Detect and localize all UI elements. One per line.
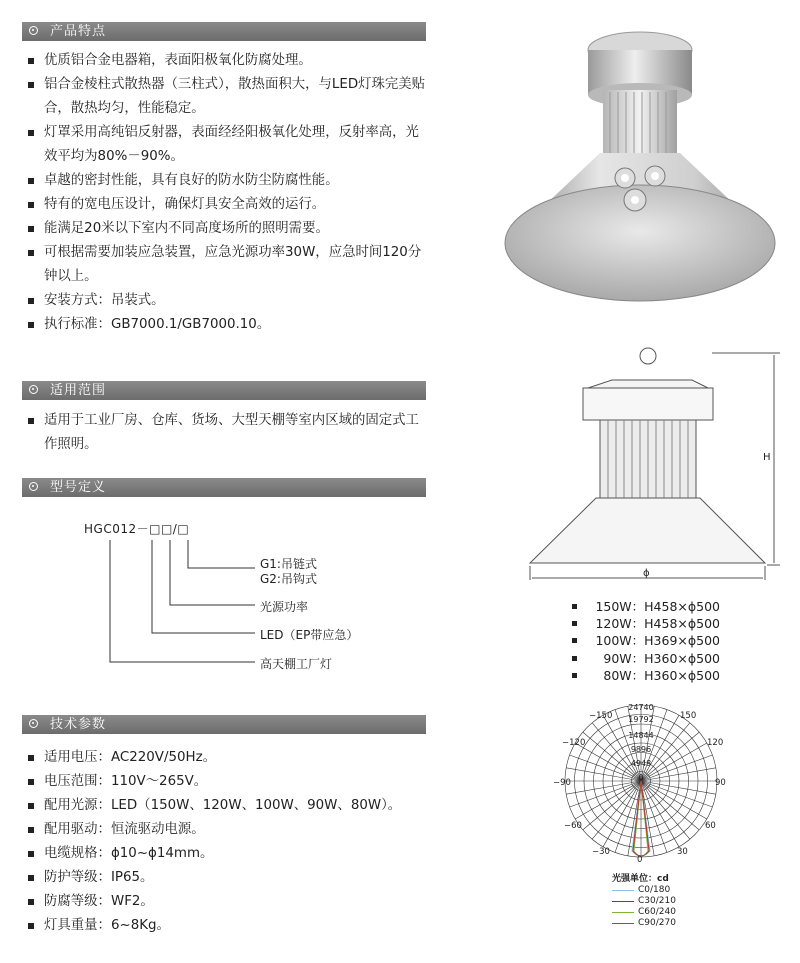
ring-label: 4948 — [630, 759, 652, 768]
list-item: 90W：H360×ϕ500 — [572, 650, 720, 667]
list-item: 执行标准：GB7000.1/GB7000.10。 — [26, 313, 430, 337]
legend-label: C60/240 — [638, 907, 676, 917]
angle-label: −30 — [592, 847, 610, 857]
ring-label: 14844 — [628, 731, 654, 740]
list-item: 80W：H360×ϕ500 — [572, 667, 720, 684]
legend-item — [612, 918, 676, 929]
list-item: 配用光源：LED（150W、120W、100W、90W、80W）。 — [26, 794, 430, 818]
legend-swatch — [612, 890, 634, 891]
model-label-g1: G1:吊链式 — [260, 557, 317, 571]
model-code: HGC012－□□/□ — [84, 522, 190, 536]
legend-item — [612, 885, 676, 896]
polar-legend — [612, 874, 676, 929]
list-item: 铝合金棱柱式散热器（三柱式），散热面积大，与LED灯珠完美贴合，散热均匀，性能稳定。 — [26, 73, 430, 121]
list-item: 100W：H369×ϕ500 — [572, 632, 720, 649]
list-item: 150W：H458×ϕ500 — [572, 598, 720, 615]
model-label-power: 光源功率 — [260, 600, 309, 614]
diameter-label: ϕ — [643, 568, 650, 579]
angle-label: −90 — [553, 778, 571, 788]
legend-item — [612, 896, 676, 907]
angle-label: 0 — [637, 855, 643, 865]
legend-title: 光强单位：cd — [612, 874, 669, 884]
model-label-g2: G2:吊钩式 — [260, 572, 317, 586]
list-item: 适用于工业厂房、仓库、货场、大型天棚等室内区域的固定式工作照明。 — [26, 409, 430, 457]
section-title: 型号定义 — [50, 480, 107, 495]
ring-label: 19792 — [628, 715, 654, 724]
legend-label: C30/210 — [638, 896, 676, 906]
ring-label: 9896 — [630, 745, 652, 754]
model-label-led: LED（EP带应急） — [260, 628, 359, 642]
list-item: 防护等级：IP65。 — [26, 866, 430, 890]
list-item: 电压范围：110V～265V。 — [26, 770, 430, 794]
legend-item — [612, 907, 676, 918]
list-item: 安装方式：吊装式。 — [26, 289, 430, 313]
ring-label: 0 — [638, 773, 644, 782]
legend-swatch — [612, 923, 634, 924]
section-title: 适用范围 — [50, 383, 107, 398]
ring-label: 24740 — [628, 703, 654, 712]
list-item: 可根据需要加装应急装置，应急光源功率30W，应急时间120分钟以上。 — [26, 241, 430, 289]
list-item: 灯具重量：6~8Kg。 — [26, 914, 430, 938]
legend-swatch — [612, 912, 634, 913]
list-item: 电缆规格：ϕ10~ϕ14mm。 — [26, 842, 430, 866]
list-item: 配用驱动：恒流驱动电源。 — [26, 818, 430, 842]
list-item: 优质铝合金电器箱，表面阳极氧化防腐处理。 — [26, 49, 430, 73]
list-item: 120W：H458×ϕ500 — [572, 615, 720, 632]
angle-label: −60 — [564, 821, 582, 831]
list-item: 能满足20米以下室内不同高度场所的照明需要。 — [26, 217, 430, 241]
angle-label: −120 — [562, 738, 586, 748]
height-label: H — [763, 452, 771, 463]
legend-swatch — [612, 901, 634, 902]
angle-label: 30 — [677, 847, 688, 857]
list-item: 适用电压：AC220V/50Hz。 — [26, 746, 430, 770]
model-label-type: 高天棚工厂灯 — [260, 657, 333, 671]
angle-label: −150 — [589, 711, 613, 721]
angle-label: 150 — [680, 711, 697, 721]
legend-label: C90/270 — [638, 918, 676, 928]
section-title: 产品特点 — [50, 24, 107, 39]
angle-label: 120 — [707, 738, 724, 748]
list-item: 卓越的密封性能，具有良好的防水防尘防腐性能。 — [26, 169, 430, 193]
list-item: 防腐等级：WF2。 — [26, 890, 430, 914]
angle-label: 60 — [705, 821, 716, 831]
legend-label: C0/180 — [638, 885, 671, 895]
list-item: 灯罩采用高纯铝反射器，表面经经阳极氧化处理，反射率高，光效平均为80%－90%。 — [26, 121, 430, 169]
list-item: 特有的宽电压设计，确保灯具安全高效的运行。 — [26, 193, 430, 217]
section-title: 技术参数 — [50, 717, 107, 732]
angle-label: 90 — [715, 778, 726, 788]
